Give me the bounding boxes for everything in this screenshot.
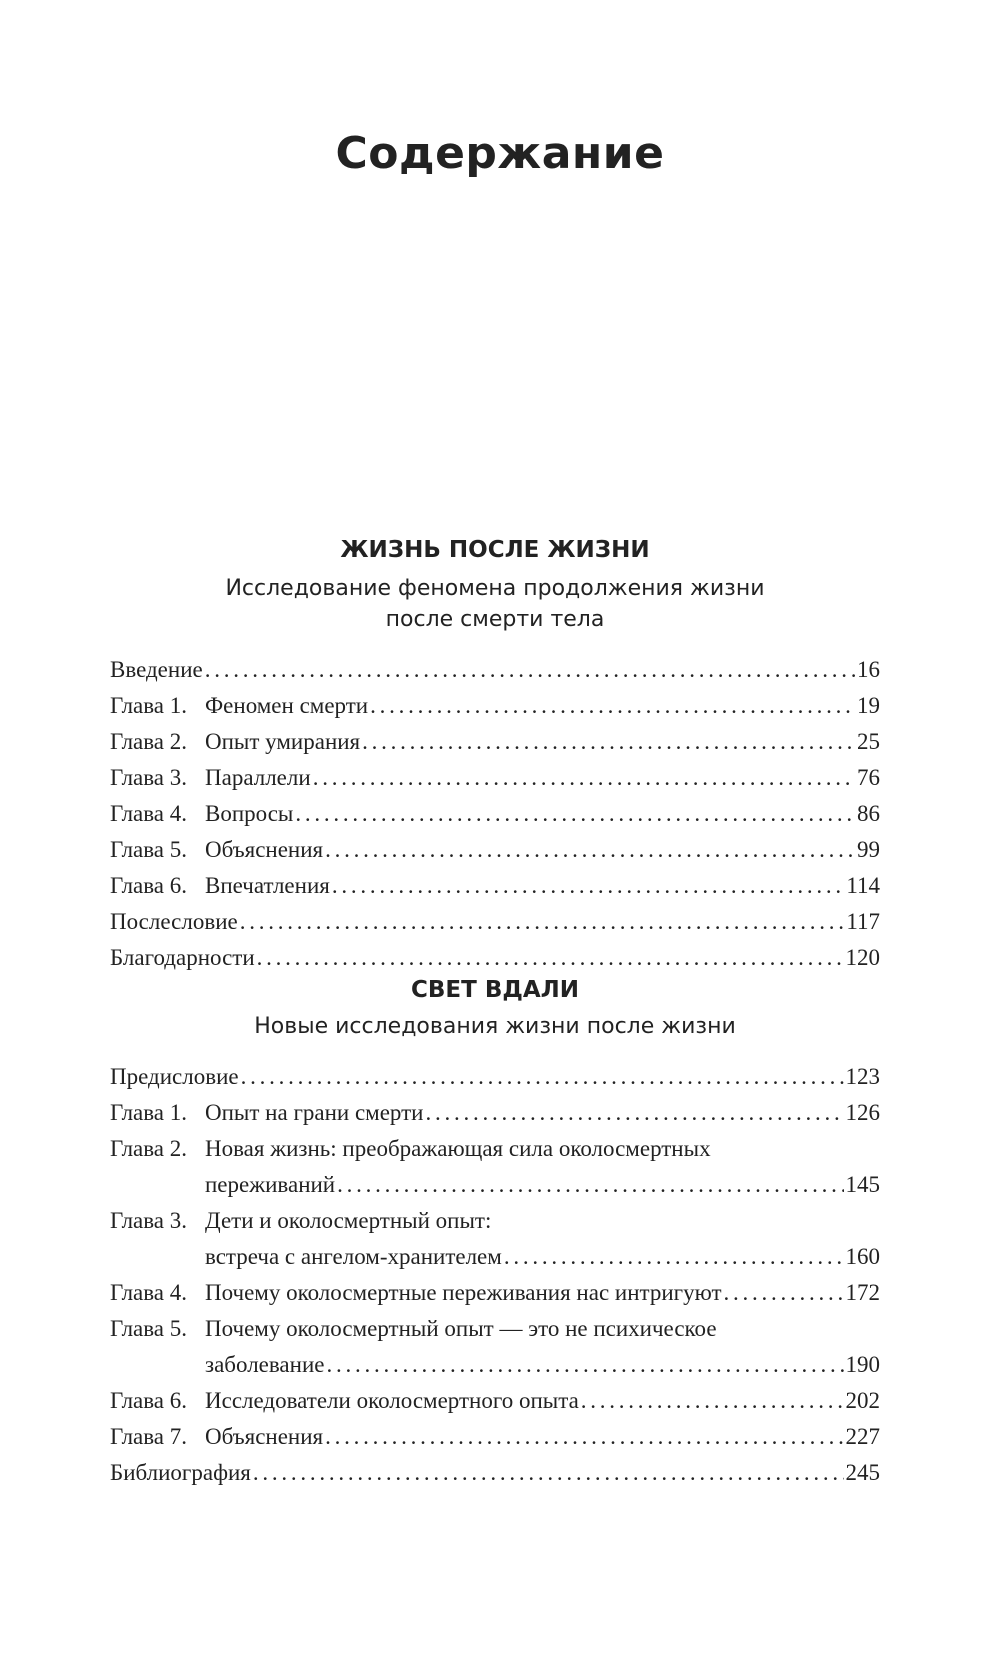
chapter-label: Глава 6. <box>110 873 188 898</box>
entry-title: Опыт на грани смерти <box>205 1100 424 1125</box>
toc-entry <box>110 1095 880 1131</box>
entry-title: Библиография <box>110 1460 251 1485</box>
entry-title: Объяснения <box>205 837 324 862</box>
page-number: 76 <box>857 765 880 790</box>
toc-line <box>110 1239 880 1275</box>
book-title: ЖИЗНЬ ПОСЛЕ ЖИЗНИ <box>340 537 650 563</box>
entry-title: Вопросы <box>205 801 294 826</box>
entry-title: Почему околосмертные переживания нас интригуют <box>205 1280 722 1305</box>
page-number: 86 <box>857 801 880 826</box>
page-number: 202 <box>845 1388 880 1413</box>
toc-line <box>110 652 880 688</box>
toc-line <box>110 868 880 904</box>
chapter-label: Глава 5. <box>110 837 188 862</box>
entry-title: Дети и околосмертный опыт: <box>205 1208 492 1233</box>
toc-entry <box>110 904 880 940</box>
toc-line <box>110 1311 880 1347</box>
dot-leader <box>240 904 845 940</box>
dot-leader <box>337 1167 843 1203</box>
toc-entry <box>110 1059 880 1095</box>
chapter-label: Глава 4. <box>110 801 188 826</box>
toc-line <box>110 832 880 868</box>
dot-leader <box>205 652 855 688</box>
entry-title: Новая жизнь: преображающая сила околосмертных <box>205 1136 711 1161</box>
page-number: 19 <box>857 693 880 718</box>
toc-entry <box>110 868 880 904</box>
book-subtitle: Исследование феномена продолжения жизни после смерти тела <box>225 576 765 632</box>
page-number: 245 <box>845 1460 880 1485</box>
book-section-2 <box>110 975 880 1491</box>
toc-line <box>110 1167 880 1203</box>
entry-title: Введение <box>110 657 203 682</box>
toc-line <box>110 1419 880 1455</box>
entry-title: Феномен смерти <box>205 693 369 718</box>
dot-leader <box>253 1455 844 1491</box>
entry-title: Параллели <box>205 765 311 790</box>
toc-entry <box>110 832 880 868</box>
entry-title-continuation: переживаний <box>205 1172 336 1197</box>
toc-entry <box>110 1419 880 1455</box>
toc-entry <box>110 1203 880 1275</box>
page-number: 99 <box>857 837 880 862</box>
dot-leader <box>257 940 844 976</box>
chapter-label: Глава 2. <box>110 729 188 754</box>
toc-line <box>110 1095 880 1131</box>
dot-leader <box>724 1275 844 1311</box>
dot-leader <box>241 1059 844 1095</box>
chapter-label: Глава 4. <box>110 1280 188 1305</box>
page-number: 145 <box>845 1172 880 1197</box>
page-number: 160 <box>845 1244 880 1269</box>
dot-leader <box>425 1095 843 1131</box>
toc-line <box>110 724 880 760</box>
toc-line <box>110 1131 880 1167</box>
chapter-label: Глава 6. <box>110 1388 188 1413</box>
page-number: 227 <box>845 1424 880 1449</box>
toc-entry <box>110 1275 880 1311</box>
toc-entry <box>110 1131 880 1203</box>
chapter-label: Глава 5. <box>110 1316 188 1341</box>
chapter-label: Глава 1. <box>110 1100 188 1125</box>
entry-title: Опыт умирания <box>205 729 361 754</box>
toc-line <box>110 940 880 976</box>
toc-entry <box>110 1455 880 1491</box>
toc-line <box>110 904 880 940</box>
page-number: 117 <box>846 909 880 934</box>
entry-title: Послесловие <box>110 909 238 934</box>
toc-entry <box>110 688 880 724</box>
page-number: 120 <box>845 945 880 970</box>
entry-title: Почему околосмертный опыт — это не психическое <box>205 1316 717 1341</box>
page-number: 172 <box>845 1280 880 1305</box>
entry-title-continuation: встреча с ангелом-хранителем <box>205 1244 502 1269</box>
chapter-label: Глава 1. <box>110 693 188 718</box>
toc-line <box>110 1455 880 1491</box>
toc-line <box>110 796 880 832</box>
entry-title-continuation: заболевание <box>205 1352 325 1377</box>
toc-line <box>110 1059 880 1095</box>
entry-title: Объяснения <box>205 1424 324 1449</box>
chapter-label: Глава 3. <box>110 765 188 790</box>
dot-leader <box>504 1239 844 1275</box>
book-section-1 <box>110 535 880 976</box>
entry-title: Благодарности <box>110 945 255 970</box>
page-number: 16 <box>857 657 880 682</box>
toc-line <box>110 688 880 724</box>
dot-leader <box>313 760 855 796</box>
page-number: 190 <box>845 1352 880 1377</box>
toc-list <box>110 1059 880 1491</box>
dot-leader <box>295 796 855 832</box>
toc-line <box>110 1383 880 1419</box>
toc-entry <box>110 760 880 796</box>
entry-title: Исследователи околосмертного опыта <box>205 1388 579 1413</box>
book-title: СВЕТ ВДАЛИ <box>411 977 579 1003</box>
toc-entry <box>110 1383 880 1419</box>
toc-entry <box>110 940 880 976</box>
page-number: 123 <box>845 1064 880 1089</box>
toc-line <box>110 1275 880 1311</box>
toc-list <box>110 652 880 976</box>
dot-leader <box>332 868 845 904</box>
toc-line <box>110 760 880 796</box>
dot-leader <box>326 1347 843 1383</box>
page-number: 126 <box>845 1100 880 1125</box>
toc-line <box>110 1347 880 1383</box>
toc-entry <box>110 796 880 832</box>
toc-entry <box>110 1311 880 1383</box>
dot-leader <box>581 1383 844 1419</box>
dot-leader <box>370 688 855 724</box>
toc-line <box>110 1203 880 1239</box>
page-number: 25 <box>857 729 880 754</box>
chapter-label: Глава 3. <box>110 1208 188 1233</box>
dot-leader <box>325 1419 843 1455</box>
entry-title: Впечатления <box>205 873 330 898</box>
chapter-label: Глава 7. <box>110 1424 188 1449</box>
dot-leader <box>362 724 855 760</box>
chapter-label: Глава 2. <box>110 1136 188 1161</box>
dot-leader <box>325 832 855 868</box>
page-title: Содержание <box>335 128 665 179</box>
toc-entry <box>110 652 880 688</box>
book-subtitle: Новые исследования жизни после жизни <box>254 1014 736 1039</box>
entry-title: Предисловие <box>110 1064 239 1089</box>
page-number: 114 <box>846 873 880 898</box>
toc-entry <box>110 724 880 760</box>
